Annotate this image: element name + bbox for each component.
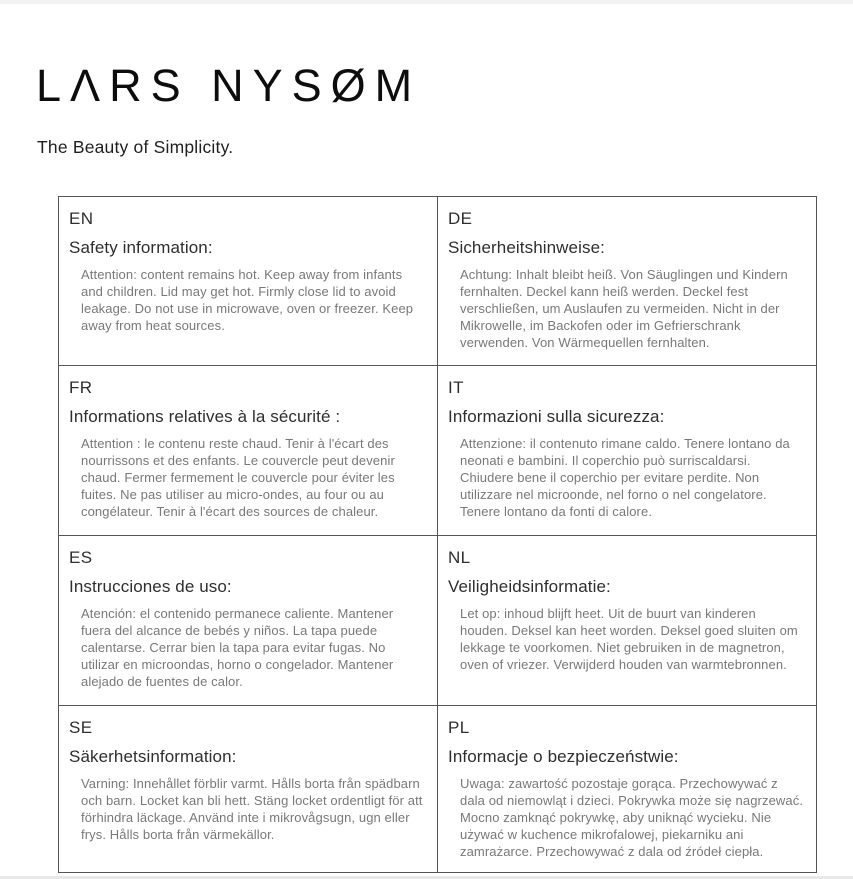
heading-it: Informazioni sulla sicurezza: — [448, 407, 665, 426]
heading-de: Sicherheitshinweise: — [448, 238, 605, 257]
body-text-it: Attenzione: il contenuto rimane caldo. Tenere lontano da neonati e bambini. Il coperchio può surriscaldarsi. Chiudere bene il coperchio per evitare perdite. Non utilizzare nel microonde, nel forno o nel congelatore. Tenere lontano da fonti di calore. — [460, 436, 790, 519]
image-top-edge — [0, 0, 853, 4]
language-code-es: ES — [69, 548, 93, 567]
lang-cell-se — [59, 706, 438, 872]
body-text-es: Atención: el contenido permanece caliente. Mantener fuera del alcance de bebés y niños. La tapa puede calentarse. Cerrar bien la tapa para evitar fugas. No utilizar en microondas, horno o congelador. Mantener alejado de fuentes de calor. — [81, 606, 394, 689]
body-text-nl: Let op: inhoud blijft heet. Uit de buurt van kinderen houden. Deksel kan heet worden. Deksel goed sluiten om lekkage te voorkomen. Niet gebruiken in de magnetron, oven of vriezer. Verwijderd houden van warmtebronnen. — [460, 606, 798, 672]
language-code-pl: PL — [448, 718, 470, 737]
language-code-it: IT — [448, 378, 464, 397]
lang-cell-en — [59, 197, 438, 366]
body-text-de: Achtung: Inhalt bleibt heiß. Von Säuglingen und Kindern fernhalten. Deckel kann heiß werden. Deckel fest verschließen, um Auslaufen zu vermeiden. Nicht in der Mikrowelle, im Backofen oder im Gefrierschrank verwenden. Von Wärmequellen fernhalten. — [460, 267, 788, 350]
lang-cell-fr — [59, 366, 438, 536]
body-text-pl: Uwaga: zawartość pozostaje gorąca. Przechowywać z dala od niemowląt i dzieci. Pokrywka może się nagrzewać. Mocno zamknąć pokrywkę, aby uniknąć wycieku. Nie używać w kuchence mikrofalowej, piekarniku ani zamrażarce. Przechowywać z dala od źródeł ciepła. — [460, 776, 804, 859]
lang-cell-it — [438, 366, 816, 536]
body-text-fr: Attention : le contenu reste chaud. Tenir à l'écart des nourrissons et des enfants. Le couvercle peut devenir chaud. Fermer fermement le couvercle pour éviter les fuites. Ne pas utiliser au micro-ondes, au four ou au congélateur. Tenir à l'écart des sources de chaleur. — [81, 436, 395, 519]
language-code-nl: NL — [448, 548, 471, 567]
heading-nl: Veiligheidsinformatie: — [448, 577, 611, 596]
language-code-se: SE — [69, 718, 93, 737]
body-text-se: Varning: Innehållet förblir varmt. Hålls borta från spädbarn och barn. Locket kan bli hett. Stäng locket ordentligt för att förhindra läckage. Använd inte i mikrovågsugn, ugn eller frys. Hålls borta från värmekällor. — [81, 776, 423, 842]
language-code-de: DE — [448, 209, 473, 228]
language-code-fr: FR — [69, 378, 93, 397]
brand-tagline: The Beauty of Simplicity. — [37, 137, 234, 157]
lang-cell-es — [59, 536, 438, 706]
language-code-en: EN — [69, 209, 94, 228]
lang-cell-nl — [438, 536, 816, 706]
heading-pl: Informacje o bezpieczeństwie: — [448, 747, 679, 766]
lang-cell-pl — [438, 706, 816, 872]
heading-fr: Informations relatives à la sécurité : — [69, 407, 341, 426]
heading-en: Safety information: — [69, 238, 213, 257]
lang-cell-de — [438, 197, 816, 366]
body-text-en: Attention: content remains hot. Keep away from infants and children. Lid may get hot. Firmly close lid to avoid leakage. Do not use in microwave, oven or freezer. Keep away from heat sources. — [81, 267, 414, 333]
safety-information-table — [58, 196, 817, 873]
heading-es: Instrucciones de uso: — [69, 577, 232, 596]
heading-se: Säkerhetsinformation: — [69, 747, 237, 766]
brand-logo: LΛRS NYSØM — [36, 60, 422, 111]
